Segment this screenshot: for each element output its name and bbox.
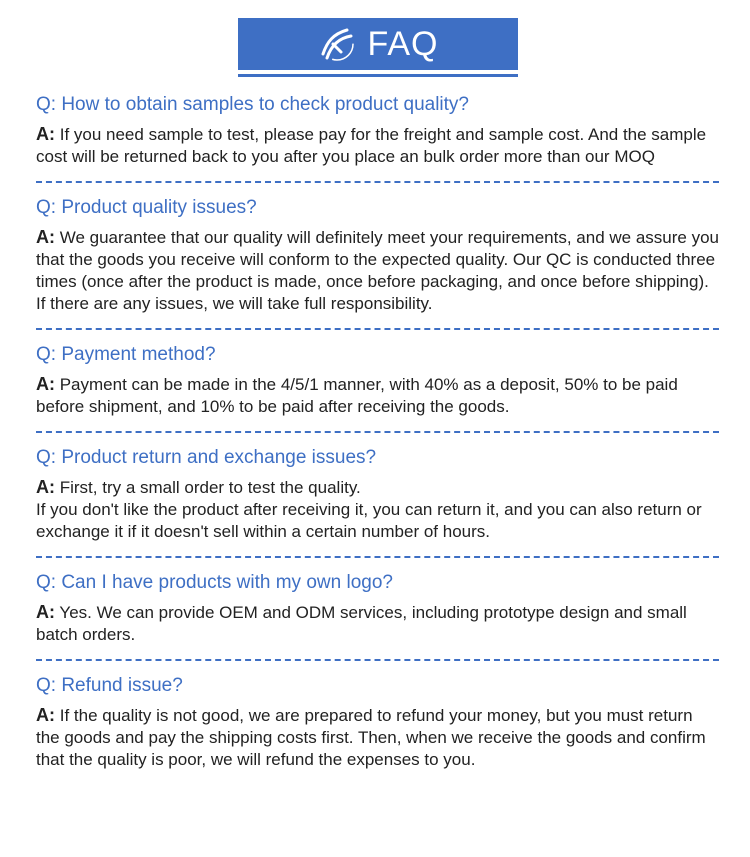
faq-item	[36, 92, 719, 168]
answer-prefix: A:	[36, 374, 55, 394]
brand-logo-icon	[317, 24, 357, 64]
faq-item	[36, 673, 719, 771]
dashed-divider	[36, 556, 719, 558]
answer-prefix: A:	[36, 602, 55, 622]
answer-text: If the quality is not good, we are prepared to refund your money, but you must return the goods and pay the shipping costs first. Then, when we receive the goods and confirm that the quality is poor, we will refund the expenses to you.	[36, 706, 706, 769]
faq-answer	[36, 601, 719, 646]
answer-prefix: A:	[36, 477, 55, 497]
faq-question: Q: How to obtain samples to check product quality?	[36, 94, 470, 115]
faq-answer	[36, 123, 719, 168]
dashed-divider	[36, 659, 719, 661]
faq-question: Q: Can I have products with my own logo?	[36, 572, 393, 593]
faq-question: Q: Payment method?	[36, 344, 216, 365]
faq-item	[36, 570, 719, 646]
faq-question: Q: Product quality issues?	[36, 197, 257, 218]
answer-text: First, try a small order to test the quality.	[55, 478, 361, 497]
dashed-divider	[36, 431, 719, 433]
faq-question: Q: Product return and exchange issues?	[36, 447, 377, 468]
header-underline	[238, 74, 518, 77]
dashed-divider	[36, 181, 719, 183]
faq-answer	[36, 373, 719, 418]
answer-text: Yes. We can provide OEM and ODM services, including prototype design and small batch orders.	[36, 603, 687, 644]
faq-item	[36, 195, 719, 315]
faq-answer	[36, 704, 719, 771]
page-title: FAQ	[367, 24, 439, 63]
dashed-divider	[36, 328, 719, 330]
answer-text: If you need sample to test, please pay for the freight and sample cost. And the sample cost will be returned back to you after you place an bulk order more than our MOQ	[36, 125, 707, 166]
faq-header-banner	[238, 18, 518, 70]
faq-answer	[36, 226, 719, 315]
faq-list	[36, 92, 719, 771]
faq-question: Q: Refund issue?	[36, 675, 183, 696]
answer-text-line2: If you don't like the product after receiving it, you can return it, and you can also return or exchange it if it doesn't sell within a certain number of hours.	[36, 500, 702, 541]
answer-prefix: A:	[36, 227, 55, 247]
answer-text: Payment can be made in the 4/5/1 manner, with 40% as a deposit, 50% to be paid before shipment, and 10% to be paid after receiving the goods.	[36, 375, 678, 416]
faq-answer	[36, 476, 719, 543]
faq-header	[238, 18, 518, 77]
answer-text: We guarantee that our quality will definitely meet your requirements, and we assure you that the goods you receive will conform to the expected quality. Our QC is conducted three times (once after the product is made, once before packaging, and once before shipping). If there are any issues, we will take full responsibility.	[36, 228, 719, 313]
faq-item	[36, 342, 719, 418]
answer-prefix: A:	[36, 705, 55, 725]
faq-item	[36, 445, 719, 543]
answer-prefix: A:	[36, 124, 55, 144]
